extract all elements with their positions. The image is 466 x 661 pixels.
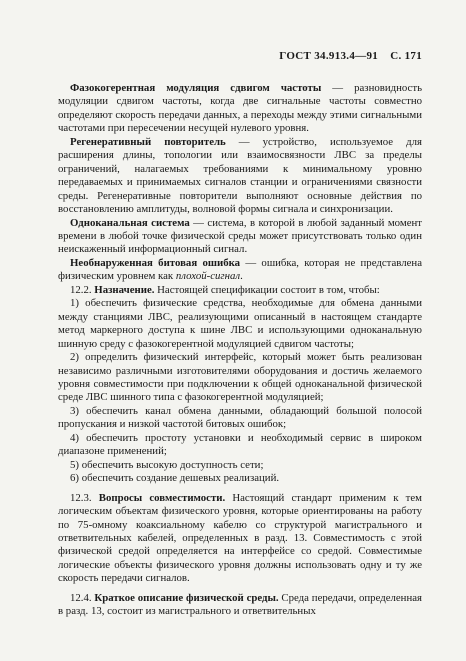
section-12-2-intro xyxy=(58,284,422,297)
definition-term: Регенеративный повторитель xyxy=(70,135,226,148)
page-number: С. 171 xyxy=(390,50,422,62)
section-title: Вопросы совместимости. xyxy=(98,491,226,504)
section-number: 12.3. xyxy=(70,491,92,504)
document-body xyxy=(58,82,422,619)
section-12-3 xyxy=(58,492,422,586)
list-item: 3) обеспечить канал обмена данными, обладающий большой полосой пропускания и низкой частотой битовых ошибок; xyxy=(58,404,422,431)
definition-paragraph xyxy=(58,82,422,136)
definition-text: — устройство, используемое для расширения длины, топологии или взаимосвязности ЛВС за пределы ограничений, налагаемых требованиями к минимальному уровню передаваемых и принимаемых сигналов станции и ограничениями связности среды. Регенеративные повторители выполняют основные действия по восстановлению амплитуды, волновой формы сигнала и синхронизации. xyxy=(58,135,422,216)
section-title: Краткое описание физической среды. xyxy=(94,591,279,604)
section-number: 12.4. xyxy=(70,591,92,604)
section-text: Настоящий стандарт применим к тем логическим объектам физического уровня, которые ориентированы на работу по 75-омному коаксиальному кабелю со структурой магистрального и ответвительных кабелей, определенных в разд. 13. Совместимость с этой физической средой определяется на интерфейсе со средой. Совместимые логические объекты физического уровня должны использовать одну и ту же скорость передачи сигналов. xyxy=(58,491,423,585)
definition-term: Необнаруженная битовая ошибка xyxy=(70,256,241,269)
section-12-4 xyxy=(58,592,422,619)
definition-paragraph xyxy=(58,136,422,217)
list-item: 6) обеспечить создание дешевых реализаций. xyxy=(70,472,280,485)
page-header xyxy=(58,50,422,62)
section-text: Среда передачи, определенная в разд. 13, состоит из магистрального и ответвительных xyxy=(58,591,422,618)
definition-text: — разновидность модуляции сдвигом частоты, когда две сигнальные частоты совместно определяют скорость передачи данных, а переходы между этими сигнальными частотами при пересечении несущей нулевого уровня. xyxy=(58,82,422,135)
standard-number: ГОСТ 34.913.4—91 xyxy=(279,50,379,62)
definition-italic: плохой-сигнал xyxy=(175,270,241,283)
list-item: 4) обеспечить простоту установки и необходимый сервис в широком диапазоне применений; xyxy=(58,431,422,458)
section-title: Назначение. xyxy=(94,283,155,296)
list-item: 1) обеспечить физические средства, необходимые для обмена данными между станциями ЛВС, реализующими описанный в настоящем стандарте метод маркерного доступа к шине ЛВС и использующими одноканальную шинную среду с фазокогерентной модуляцией сдвигом частоты; xyxy=(58,297,422,350)
section-number: 12.2. xyxy=(70,283,92,296)
definition-paragraph xyxy=(58,257,422,284)
list-item: 2) определить физический интерфейс, который может быть реализован независимо различными изготовителями оборудования и достичь желаемого уровня совместимости при подключении к общей одноканальной физической среде ЛВС шинного типа с фазокогерентной модуляцией; xyxy=(58,351,422,404)
section-intro: Настоящей спецификации состоит в том, чтобы: xyxy=(154,283,380,296)
definition-term: Одноканальная система xyxy=(70,216,190,229)
definition-after: . xyxy=(240,270,243,283)
definition-paragraph xyxy=(58,217,422,257)
definition-term: Фазокогерентная модуляция сдвигом частоты xyxy=(70,82,322,94)
definition-text: — система, в которой в любой заданный момент времени в любой точке физической среды может присутствовать только один неискаженный информационный сигнал. xyxy=(58,216,422,256)
list-item: 5) обеспечить высокую доступность сети; xyxy=(70,458,264,471)
definition-text: — ошибка, которая не представлена физическим уровнем как xyxy=(58,256,422,283)
